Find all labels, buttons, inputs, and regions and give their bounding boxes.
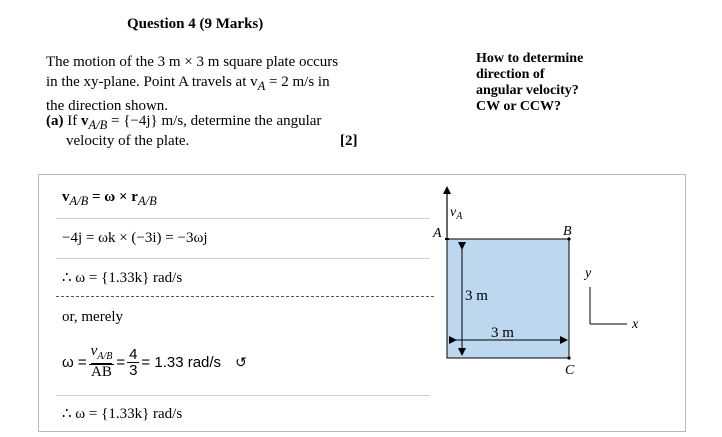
marks-label: [2] [340,133,358,149]
question-title: Question 4 (9 Marks) [127,16,264,32]
problem-line-1: The motion of the 3 m × 3 m square plate occurs [46,54,339,70]
y-axis-label: y [585,266,592,281]
horizontal-dimension-label: 3 m [491,325,514,341]
solution-or-text: or, merely [62,309,124,325]
problem-statement [46,52,366,116]
solution-eq-2: −4j = ωk × (−3i) = −3ωj [62,230,208,246]
problem-line-3: the direction shown. [46,98,169,114]
side-note: How to determine direction of angular velocity? CW or CCW? [476,51,584,114]
fraction-4-over-3: $\frac{4}{3}$ [129,345,138,379]
divider [56,218,430,219]
divider [56,395,430,396]
x-axis-label: x [632,317,639,332]
label-vA: $v_A$ [450,205,463,222]
dashed-divider [56,296,434,297]
part-a-line-2: velocity of the plate. [66,133,190,149]
problem-line-2: in the xy-plane. Point A travels at $v_A = 2$ m/s in [46,74,330,93]
label-point-B: B [563,224,572,239]
point-C-marker [567,356,570,359]
fraction-vab-over-ab: $\frac{v_{A/B}}{AB}$ [90,343,113,380]
ccw-rotation-icon: ↺ [235,353,247,370]
plate-diagram [420,182,682,382]
solution-eq-3: ∴ ω = {1.33k} rad/s [62,270,183,286]
part-a-line-1: (a) If $v_{A/B} = \{-4j\}$ m/s, determine the angular [46,113,322,132]
solution-eq-5: ∴ ω = {1.33k} rad/s [62,406,183,422]
label-point-A: A [433,226,442,241]
divider [56,258,430,259]
vertical-dimension-label: 3 m [465,288,488,304]
solution-eq-4: ω = $\frac{v_{A/B}}{AB}$ = $\frac{4}{3}$ = 1.33 rad/s ↺ [62,343,247,380]
label-point-C: C [565,363,575,378]
solution-eq-1: $v_{A/B} = \omega \times r_{A/B}$ [62,189,157,208]
